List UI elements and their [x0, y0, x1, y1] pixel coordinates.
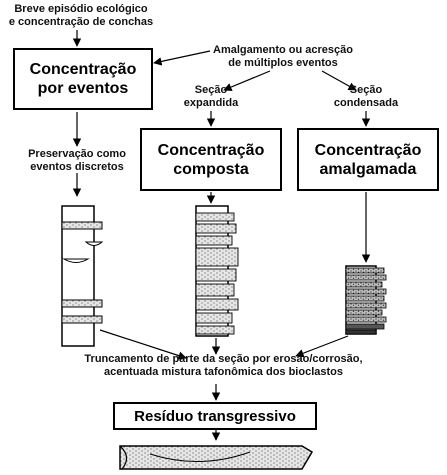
box-composite-line2: composta [173, 160, 249, 178]
event-title [6, 3, 156, 29]
column-discrete-events [62, 206, 102, 346]
section-expanded-line1: Seção [194, 84, 228, 96]
section-expanded-line2: expandida [183, 97, 239, 109]
truncation-label-line1: Truncamento de parte da seção por erosão/corrosão, [84, 353, 363, 365]
box-composite-line1: Concentração [157, 141, 265, 159]
box-transgressive-residue [113, 402, 317, 430]
truncation-label-line2: acentuada mistura tafonômica dos bioclastos [103, 366, 343, 378]
amalgamation-label-line1: Amalgamento ou acresção [213, 44, 353, 56]
amalgamation-label [208, 44, 358, 70]
arrow-amalgam-to-events [154, 51, 210, 63]
column-amalgamated [346, 266, 386, 334]
amalgamation-label-line2: de múltiplos eventos [228, 57, 338, 69]
box-event-concentration-line1: Concentração [29, 61, 137, 78]
section-condensed-line1: Seção [349, 84, 383, 96]
box-amalgamated-line1: Concentração [314, 141, 422, 159]
event-title-line1: Breve episódio ecológico [14, 3, 148, 15]
section-condensed-line2: condensada [333, 97, 399, 109]
column-composite [196, 206, 238, 336]
box-event-concentration-line2: por eventos [37, 80, 129, 97]
section-expanded-label [180, 84, 242, 110]
truncation-label [50, 353, 397, 379]
section-condensed-label [328, 84, 404, 110]
box-event-concentration [13, 48, 153, 110]
box-amalgamated-concentration [297, 128, 439, 191]
preservation-label-line2: eventos discretos [30, 161, 124, 173]
event-title-line2: e concentração de conchas [8, 16, 154, 28]
box-amalgamated-line2: amalgamada [319, 160, 417, 178]
preservation-label [10, 148, 144, 174]
box-composite-concentration [140, 128, 282, 191]
preservation-label-line1: Preservação como [28, 148, 126, 160]
residue-bed [120, 446, 312, 469]
box-residue-label: Resíduo transgressivo [134, 407, 296, 425]
